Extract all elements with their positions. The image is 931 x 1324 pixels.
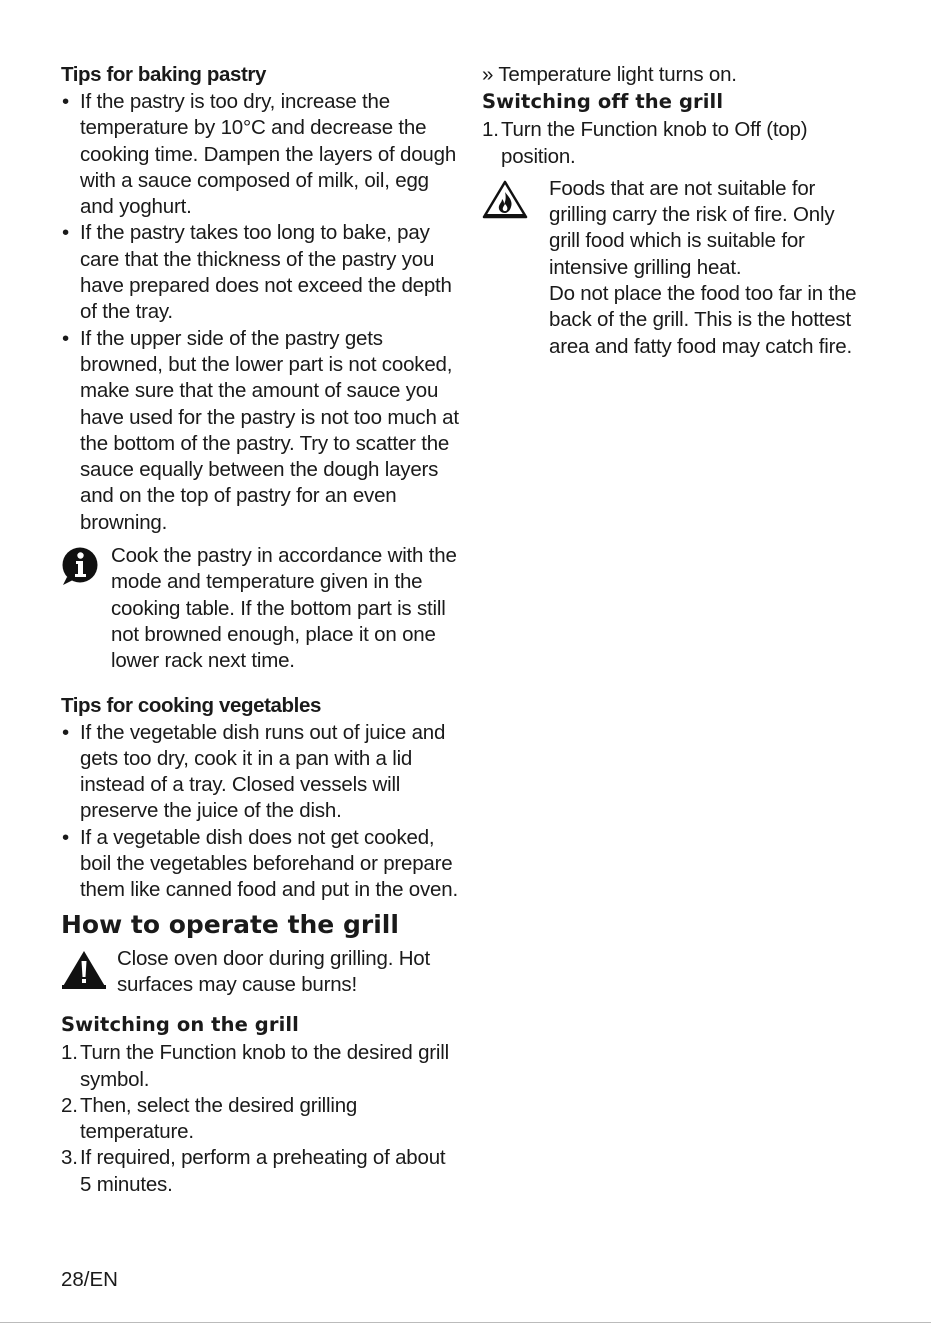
fire-warning-icon xyxy=(482,180,549,220)
fire-warning-paragraph: Do not place the food too far in the back of the grill. This is the hottest area and fatty food may catch fire. xyxy=(549,282,857,358)
fire-warning-note xyxy=(482,176,862,360)
list-item: • If a vegetable dish does not get cooked, boil the vegetables beforehand or prepare them like canned food and put in the oven. xyxy=(61,825,461,904)
pastry-info-note xyxy=(61,543,461,674)
right-column xyxy=(482,62,862,360)
pastry-tips-list xyxy=(61,89,461,536)
footer-divider xyxy=(0,1322,931,1323)
vegetables-heading: Tips for cooking vegetables xyxy=(61,693,321,717)
page-number: 28/EN xyxy=(61,1268,118,1291)
list-item: 2. Then, select the desired grilling temperature. xyxy=(61,1093,358,1144)
list-item: • If the pastry is too dry, increase the temperature by 10°C and decrease the cooking time. Dampen the layers of dough with a sauce composed of milk, oil, egg and yoghurt. xyxy=(61,89,461,220)
fire-warning-text xyxy=(549,176,862,360)
grill-warning-note xyxy=(61,946,461,999)
switch-off-steps xyxy=(482,117,862,170)
left-column xyxy=(61,62,461,1198)
list-item: 1. Turn the Function knob to the desired grill symbol. xyxy=(61,1041,449,1091)
info-icon xyxy=(61,546,105,586)
temperature-light-note: » Temperature light turns on. xyxy=(482,63,737,86)
pastry-heading: Tips for baking pastry xyxy=(61,63,266,86)
switch-on-steps xyxy=(61,1040,461,1198)
list-item: 3. If required, perform a preheating of about 5 minutes. xyxy=(61,1146,446,1196)
switch-on-heading: Switching on the grill xyxy=(61,1013,299,1037)
switch-off-heading: Switching off the grill xyxy=(482,90,724,114)
list-item: • If the vegetable dish runs out of juice and gets too dry, cook it in a pan with a lid instead of a tray. Closed vessels will preserve the juice of the dish. xyxy=(61,720,461,825)
list-item: 1. Turn the Function knob to Off (top) position. xyxy=(482,118,808,168)
list-item: • If the upper side of the pastry gets browned, but the lower part is not cooked, make sure that the amount of sauce you have used for the pastry is not too much at the bottom of the pastry. Try to scatter the sauce equally between the dough layers and on the top of pastry for an even browning. xyxy=(61,326,461,536)
list-item: • If the pastry takes too long to bake, pay care that the thickness of the pastry you have prepared does not exceed the depth of the tray. xyxy=(61,220,461,325)
vegetables-tips-list xyxy=(61,720,461,904)
grill-warning-text: Close oven door during grilling. Hot surfaces may cause burns! xyxy=(117,946,431,996)
warning-icon xyxy=(61,950,111,994)
fire-warning-paragraph: Foods that are not suitable for grilling carry the risk of fire. Only grill food which is suitable for intensive grilling heat. xyxy=(549,176,835,279)
pastry-info-text: Cook the pastry in accordance with the mode and temperature given in the cooking table. If the bottom part is still not browned enough, place it on one lower rack next time. xyxy=(111,544,457,673)
grill-section-heading: How to operate the grill xyxy=(61,909,399,939)
